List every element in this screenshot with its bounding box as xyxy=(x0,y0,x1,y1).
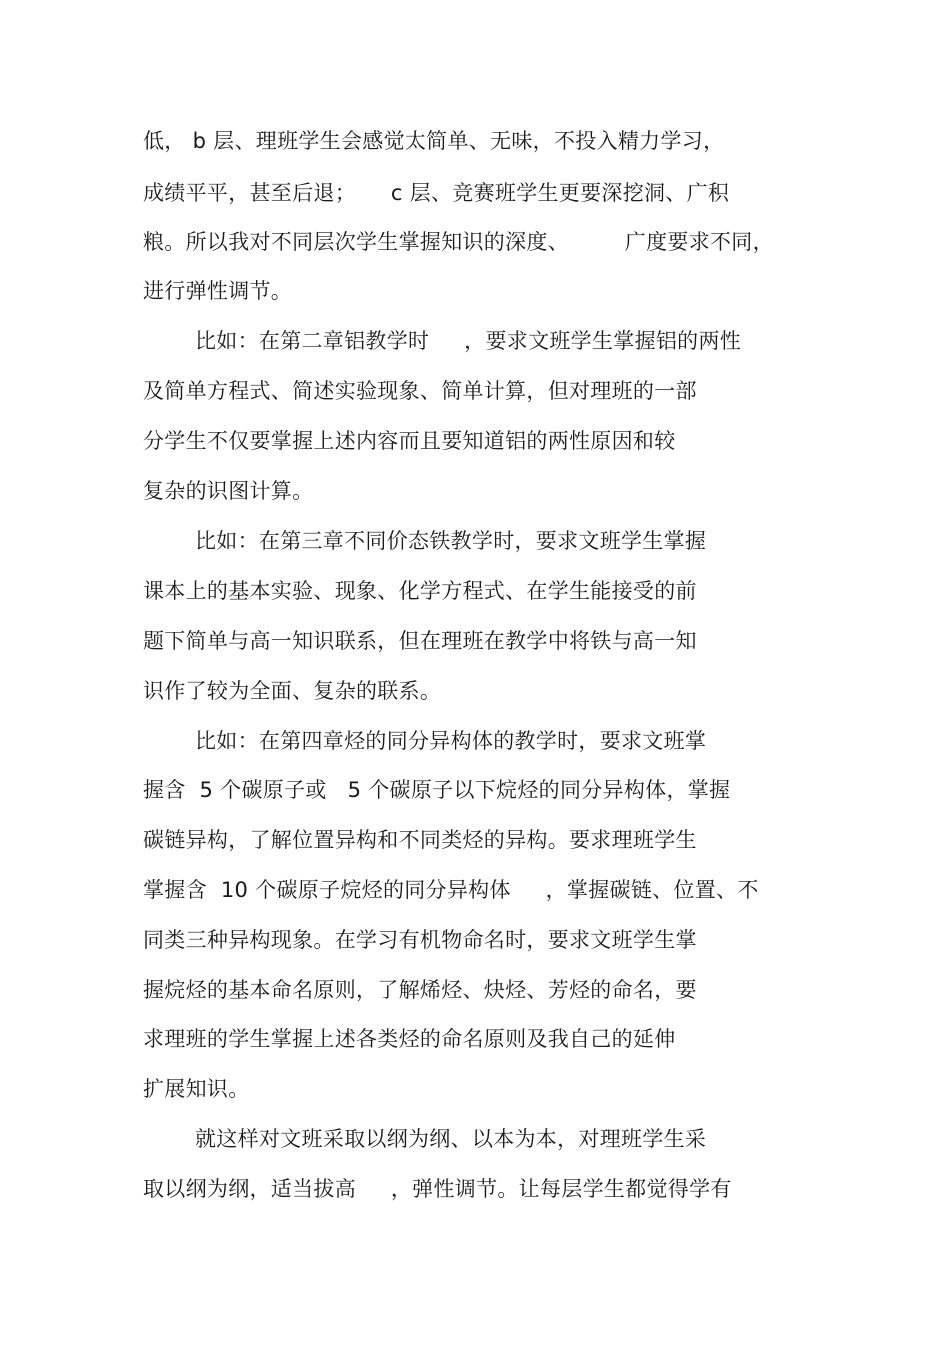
text-line: 及简单方程式、简述实验现象、简单计算，但对理班的一部 xyxy=(143,379,697,403)
text-line: 碳链异构，了解位置异构和不同类烃的异构。要求理班学生 xyxy=(143,828,697,852)
text-line: 题下简单与高一知识联系，但在理班在教学中将铁与高一知 xyxy=(143,629,697,653)
paragraph-start-line: 就这样对文班采取以纲为纲、以本为本，对理班学生采 xyxy=(195,1127,707,1151)
text-line: 低， b 层、理班学生会感觉太简单、无味，不投入精力学习， xyxy=(143,129,725,153)
text-line: 握含 5 个碳原子或 5 个碳原子以下烷烃的同分异构体，掌握 xyxy=(143,778,731,802)
text-line: 进行弹性调节。 xyxy=(143,279,293,303)
text-line: 课本上的基本实验、现象、化学方程式、在学生能接受的前 xyxy=(143,579,697,603)
text-line: 分学生不仅要掌握上述内容而且要知道铝的两性原因和较 xyxy=(143,429,676,453)
paragraph-start-line: 比如：在第四章烃的同分异构体的教学时，要求文班掌 xyxy=(195,729,707,753)
text-line: 识作了较为全面、复杂的联系。 xyxy=(143,679,442,703)
text-line: 粮。所以我对不同层次学生掌握知识的深度、 广度要求不同， xyxy=(143,230,774,254)
paragraph-start-line: 比如：在第二章铝教学时 ，要求文班学生掌握铝的两性 xyxy=(195,329,742,353)
text-line: 取以纲为纲，适当拔高 ，弹性调节。让每层学生都觉得学有 xyxy=(143,1177,732,1201)
text-line: 掌握含 10 个碳原子烷烃的同分异构体 ，掌握碳链、位置、不 xyxy=(143,878,759,902)
text-line: 同类三种异构现象。在学习有机物命名时，要求文班学生掌 xyxy=(143,928,697,952)
text-line: 扩展知识。 xyxy=(143,1077,250,1101)
text-line: 求理班的学生掌握上述各类烃的命名原则及我自己的延伸 xyxy=(143,1027,676,1051)
text-line: 成绩平平，甚至后退； c 层、竞赛班学生更要深挖洞、广积 xyxy=(143,181,730,205)
paragraph-start-line: 比如：在第三章不同价态铁教学时，要求文班学生掌握 xyxy=(195,529,707,553)
text-line: 复杂的识图计算。 xyxy=(143,479,314,503)
text-line: 握烷烃的基本命名原则，了解烯烃、炔烃、芳烃的命名，要 xyxy=(143,978,697,1002)
